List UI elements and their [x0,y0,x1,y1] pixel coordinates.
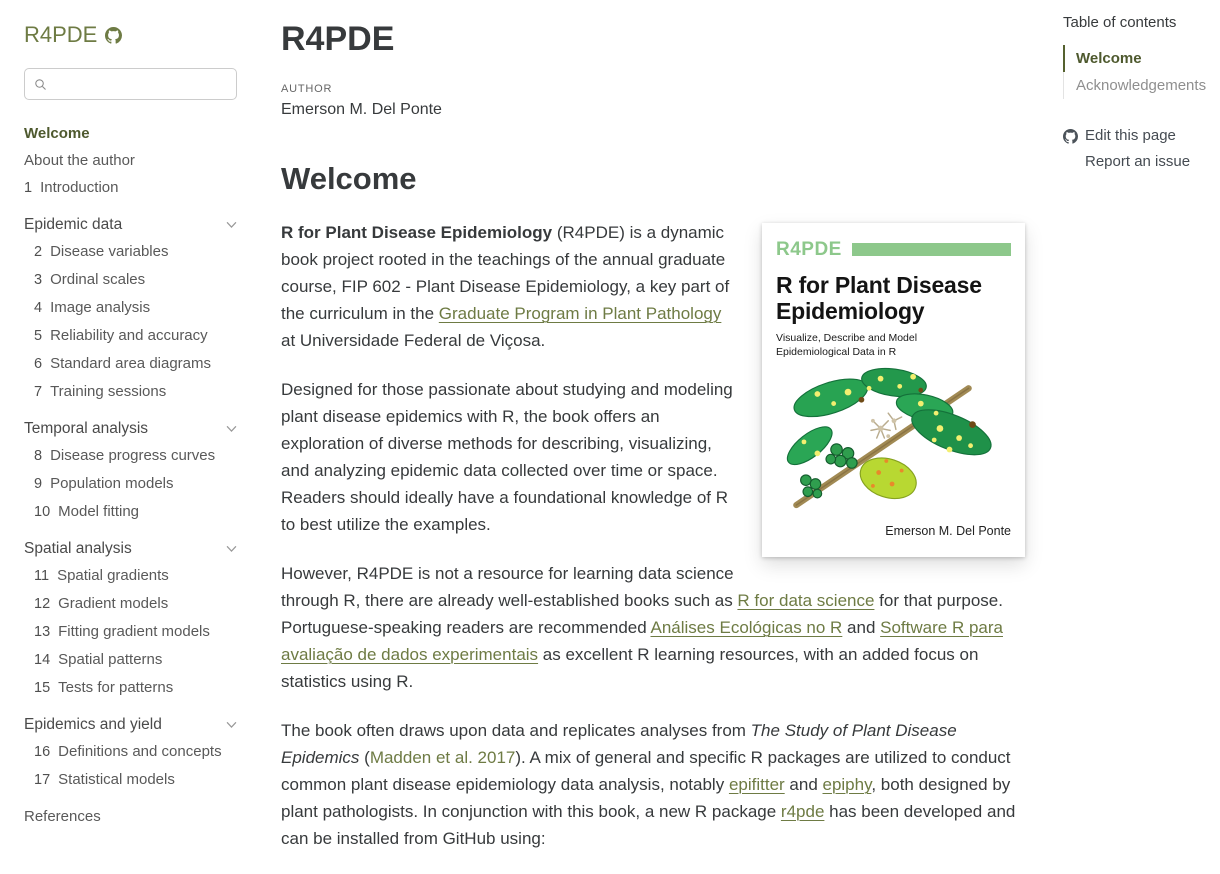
sidebar-item-label: Tests for patterns [58,679,174,696]
sidebar-item-reliability-and-accuracy[interactable] [24,322,237,350]
search-input[interactable] [54,75,227,93]
toc-title: Table of contents [1063,14,1177,31]
chapter-number: 15 [34,680,51,696]
sidebar-item-image-analysis[interactable] [24,294,237,322]
chapter-number: 5 [34,328,43,344]
toc-link-label: Edit this page [1085,127,1176,144]
sidebar-item-disease-progress-curves[interactable] [24,442,237,470]
book-cover [762,223,1025,557]
chapter-number: 6 [34,356,43,372]
sidebar-item-epidemic-data[interactable] [24,211,237,238]
chapter-number: 9 [34,476,43,492]
text-segment: has been developed and can be installed from GitHub using: [281,802,1016,848]
text-segment: for that purpose. Portuguese-speaking readers are recommended [281,591,1003,637]
page-title: R4PDE [281,20,395,58]
toc-item-welcome [1063,45,1212,72]
citation-link[interactable]: Madden et al. 2017 [369,748,516,767]
sidebar [0,0,261,874]
inline-link-an-lises-ecol-gicas-no-r[interactable]: Análises Ecológicas no R [650,618,843,637]
toc-item-acknowledgements [1063,72,1212,99]
text-segment: ( [359,748,370,767]
inline-link-r4pde[interactable]: r4pde [780,802,825,821]
sidebar-item-label: Standard area diagrams [50,355,212,372]
chapter-number: 2 [34,244,43,260]
bold-text: R for Plant Disease Epidemiology [281,223,553,242]
text-segment: as excellent R learning resources, with an added focus on statistics using R. [281,645,979,691]
sidebar-item-gradient-models[interactable] [24,590,237,618]
text-segment: and [784,775,823,794]
search-icon [34,78,47,91]
report-an-issue-link[interactable] [1063,149,1212,175]
edit-this-page-link[interactable] [1063,123,1212,149]
sidebar-nav [24,120,237,830]
sidebar-item-label: Gradient models [58,595,169,612]
sidebar-item-population-models[interactable] [24,470,237,498]
italic-text: The Study of Plant Disease Epidemics [281,721,957,767]
text-segment: The book often draws upon data and replicates analyses from [281,721,751,740]
chapter-number: 14 [34,652,51,668]
sidebar-item-label: Reliability and accuracy [50,327,208,344]
plant-illustration-image [781,360,1006,518]
sidebar-item-label: Image analysis [50,299,151,316]
sidebar-item-label: Definitions and concepts [58,743,222,760]
cover-green-bar [852,243,1011,256]
book-title-link[interactable]: R4PDE [24,22,98,47]
text-segment: ). A mix of general and specific R packages are utilized to conduct common plant disease epidemiology data analysis, notably [281,748,1011,794]
text-segment: Designed for those passionate about studying and modeling plant disease epidemics with R, the book offers an exploration of diverse methods for describing, visualizing, and analyzing epidemic data collected over time or space. Readers should ideally have a foundational knowledge of R to best utilize the examples. [281,380,733,534]
sidebar-header [24,22,237,48]
sidebar-item-temporal-analysis[interactable] [24,415,237,442]
search-box[interactable] [24,68,237,100]
chapter-number: 10 [34,504,51,520]
sidebar-item-references[interactable] [24,803,237,830]
table-of-contents [1025,0,1220,874]
toc-link-acknowledgements[interactable]: Acknowledgements [1063,72,1212,99]
sidebar-item-spatial-patterns[interactable] [24,646,237,674]
sidebar-item-definitions-and-concepts[interactable] [24,738,237,766]
cover-title: R for Plant Disease Epidemiology [776,272,982,324]
toc-link-welcome[interactable]: Welcome [1063,45,1212,72]
sidebar-item-disease-variables[interactable] [24,238,237,266]
main-content [261,0,1025,874]
author-label: AUTHOR [281,83,333,95]
chapter-number: 3 [34,272,43,288]
sidebar-item-tests-for-patterns[interactable] [24,674,237,702]
sidebar-item-model-fitting[interactable] [24,498,237,526]
sidebar-item-introduction[interactable] [24,174,237,202]
sidebar-item-about-the-author[interactable] [24,147,237,174]
chapter-number: 13 [34,624,51,640]
inline-link-software-r-para-avalia-o-de-dados-experimentais[interactable]: Software R para avaliação de dados experimentais [281,618,1003,664]
sidebar-item-spatial-analysis[interactable] [24,535,237,562]
cover-subtitle: Visualize, Describe and Model Epidemiological Data in R [776,331,918,358]
sidebar-item-label: Temporal analysis [24,420,149,437]
toc-links [1063,123,1212,175]
sidebar-item-label: About the author [24,152,135,169]
chevron-down-icon[interactable] [226,221,237,229]
chevron-down-icon[interactable] [226,425,237,433]
sidebar-item-ordinal-scales[interactable] [24,266,237,294]
sidebar-item-label: Training sessions [50,383,167,400]
paragraph [281,717,1025,852]
sidebar-item-fitting-gradient-models[interactable] [24,618,237,646]
sidebar-item-label: Fitting gradient models [58,623,210,640]
sidebar-item-label: Ordinal scales [50,271,146,288]
chapter-number: 16 [34,744,51,760]
text-segment: However, R4PDE is not a resource for learning data science through R, there are already well-established books such as [281,564,738,610]
text-segment: , both designed by plant pathologists. In conjunction with this book, a new R package [281,775,1011,821]
sidebar-item-label: Spatial patterns [58,651,163,668]
sidebar-item-welcome[interactable] [24,120,237,147]
chapter-number: 12 [34,596,51,612]
sidebar-item-label: Welcome [24,125,90,142]
chevron-down-icon[interactable] [226,545,237,553]
sidebar-item-label: Population models [50,475,174,492]
sidebar-item-label: Spatial gradients [57,567,169,584]
cover-brand-row [776,236,1011,263]
inline-link-graduate-program-in-plant-pathology[interactable]: Graduate Program in Plant Pathology [438,304,722,323]
chapter-number: 17 [34,772,51,788]
toc-list [1063,45,1212,99]
chevron-down-icon[interactable] [226,721,237,729]
sidebar-item-training-sessions[interactable] [24,378,237,406]
cover-author: Emerson M. Del Ponte [885,523,1011,538]
cover-brand: R4PDE [776,239,842,260]
chapter-number: 11 [34,568,50,584]
chapter-number: 7 [34,384,43,400]
sidebar-item-label: Model fitting [58,503,140,520]
toc-link-label: Report an issue [1085,153,1191,170]
inline-link-r-for-data-science[interactable]: R for data science [737,591,875,610]
sidebar-item-spatial-gradients[interactable] [24,562,237,590]
github-icon [1063,129,1078,144]
chapter-number: 4 [34,300,43,316]
github-icon[interactable] [105,27,122,44]
sidebar-item-label: Disease progress curves [50,447,216,464]
paragraph [281,560,1025,695]
sidebar-item-statistical-models[interactable] [24,766,237,794]
sidebar-item-standard-area-diagrams[interactable] [24,350,237,378]
sidebar-item-label: Statistical models [58,771,175,788]
sidebar-item-label: Epidemics and yield [24,716,162,733]
welcome-heading: Welcome [281,161,417,196]
text-segment: at Universidade Federal de Viçosa. [281,331,546,350]
article-body [281,219,1025,852]
sidebar-item-label: Disease variables [50,243,169,260]
text-segment: and [842,618,881,637]
sidebar-item-label: References [24,808,101,825]
inline-link-epiphy[interactable]: epiphy [822,775,872,794]
text-segment: (R4PDE) is a dynamic book project rooted in the teachings of the annual graduate course, FIP 602 - Plant Disease Epidemiology, a key part of the curriculum in the [281,223,730,323]
inline-link-epifitter[interactable]: epifitter [728,775,785,794]
chapter-number: 1 [24,180,33,196]
sidebar-item-label: Spatial analysis [24,540,132,557]
author-name: Emerson M. Del Ponte [281,101,442,118]
chapter-number: 8 [34,448,43,464]
sidebar-item-label: Introduction [40,179,119,196]
sidebar-item-label: Epidemic data [24,216,123,233]
sidebar-item-epidemics-and-yield[interactable] [24,711,237,738]
